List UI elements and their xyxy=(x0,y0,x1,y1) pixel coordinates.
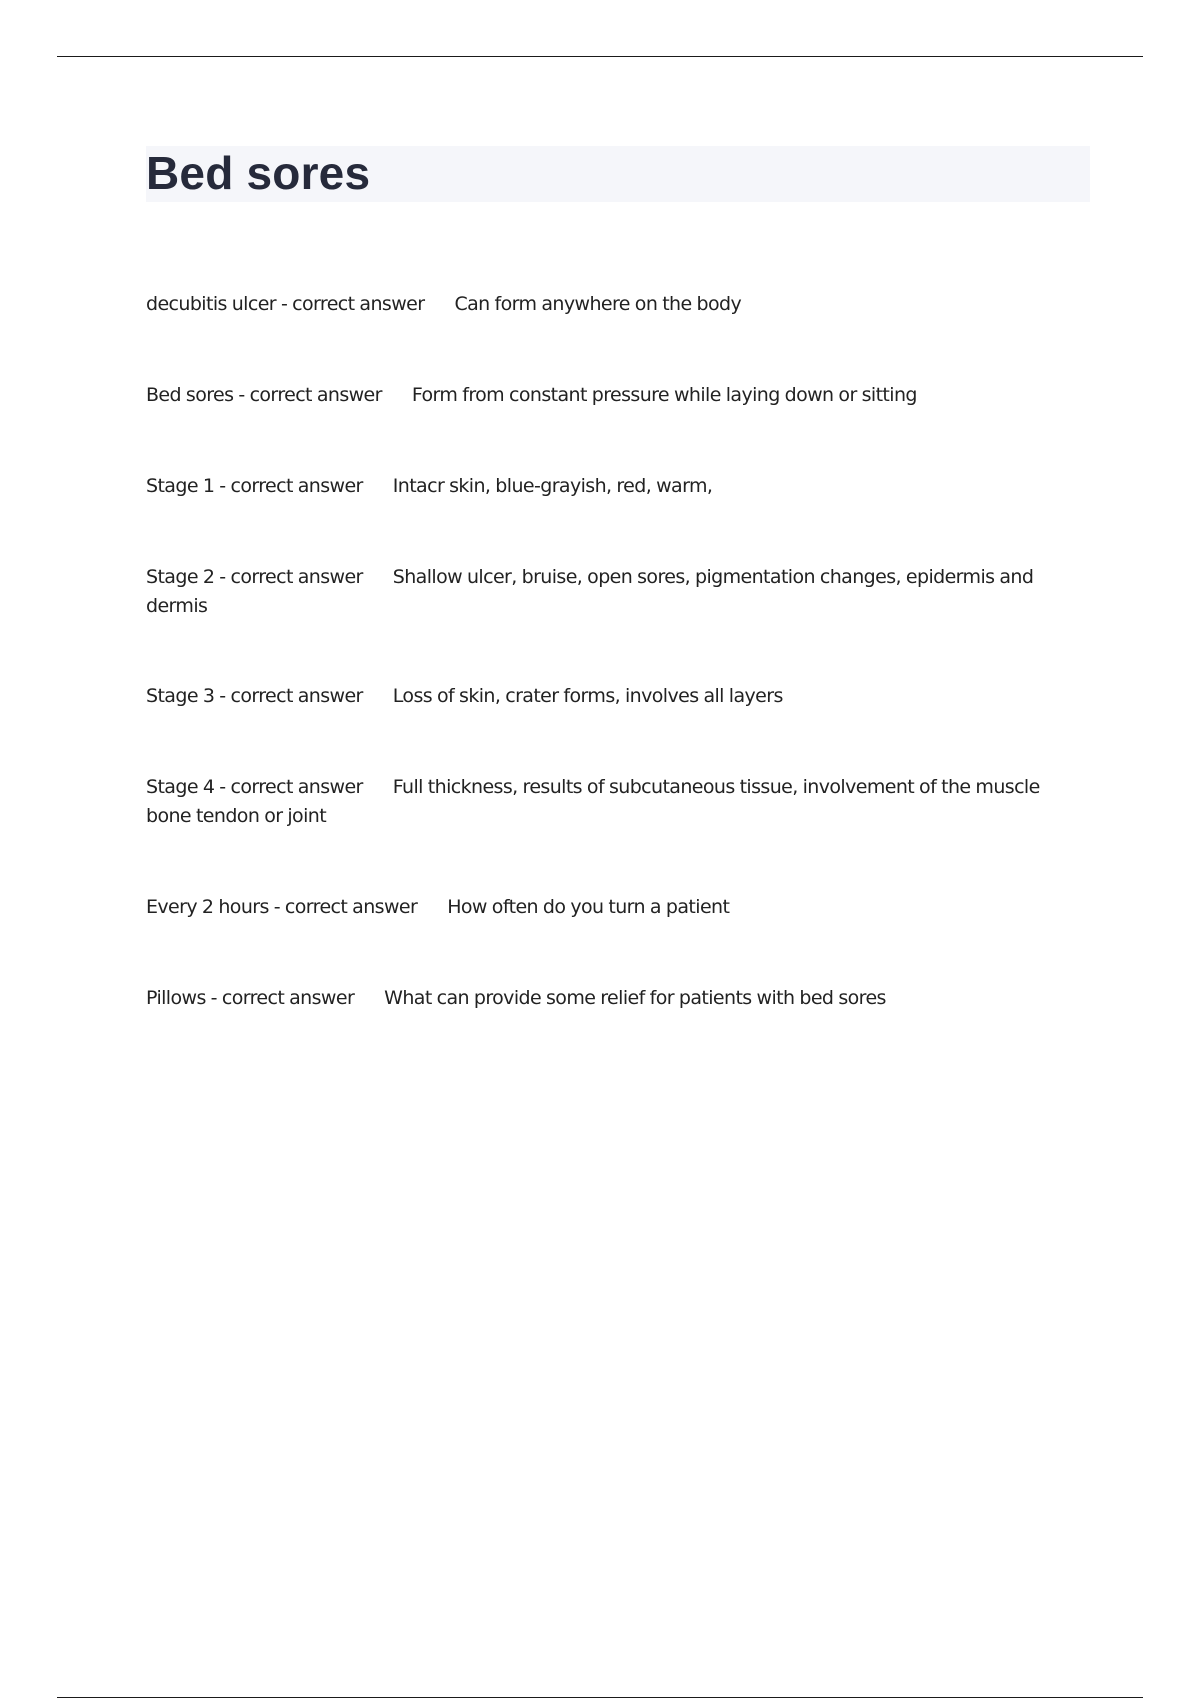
flashcard-term: Stage 3 - correct answer xyxy=(146,685,363,707)
flashcard-definition: How often do you turn a patient xyxy=(447,896,730,918)
flashcard-item xyxy=(146,290,1076,319)
top-rule xyxy=(57,56,1143,57)
flashcard-definition: Intacr skin, blue-grayish, red, warm, xyxy=(392,475,713,497)
flashcard-term: Every 2 hours - correct answer xyxy=(146,896,418,918)
flashcard-term: Bed sores - correct answer xyxy=(146,384,382,406)
flashcard-item xyxy=(146,773,1076,831)
flashcard-definition: Can form anywhere on the body xyxy=(454,293,742,315)
flashcard-item xyxy=(146,682,1076,711)
flashcard-term: Stage 4 - correct answer xyxy=(146,776,363,798)
flashcard-term: decubitis ulcer - correct answer xyxy=(146,293,425,315)
flashcard-item xyxy=(146,563,1076,621)
flashcard-definition: What can provide some relief for patients with bed sores xyxy=(384,987,886,1009)
flashcard-definition: Form from constant pressure while laying down or sitting xyxy=(411,384,917,406)
flashcard-item xyxy=(146,893,1076,922)
flashcard-definition: Full thickness, results of subcutaneous tissue, involvement of the muscle bone tendon or joint xyxy=(146,776,1040,827)
flashcard-definition: Shallow ulcer, bruise, open sores, pigmentation changes, epidermis and dermis xyxy=(146,566,1034,617)
flashcard-definition: Loss of skin, crater forms, involves all layers xyxy=(392,685,783,707)
flashcard-item xyxy=(146,381,1076,410)
flashcard-term: Pillows - correct answer xyxy=(146,987,355,1009)
flashcard-term: Stage 1 - correct answer xyxy=(146,475,363,497)
flashcard-item xyxy=(146,984,1076,1013)
flashcard-item xyxy=(146,472,1076,501)
bottom-rule xyxy=(57,1697,1143,1698)
page-title: Bed sores xyxy=(146,147,371,199)
flashcard-term: Stage 2 - correct answer xyxy=(146,566,363,588)
